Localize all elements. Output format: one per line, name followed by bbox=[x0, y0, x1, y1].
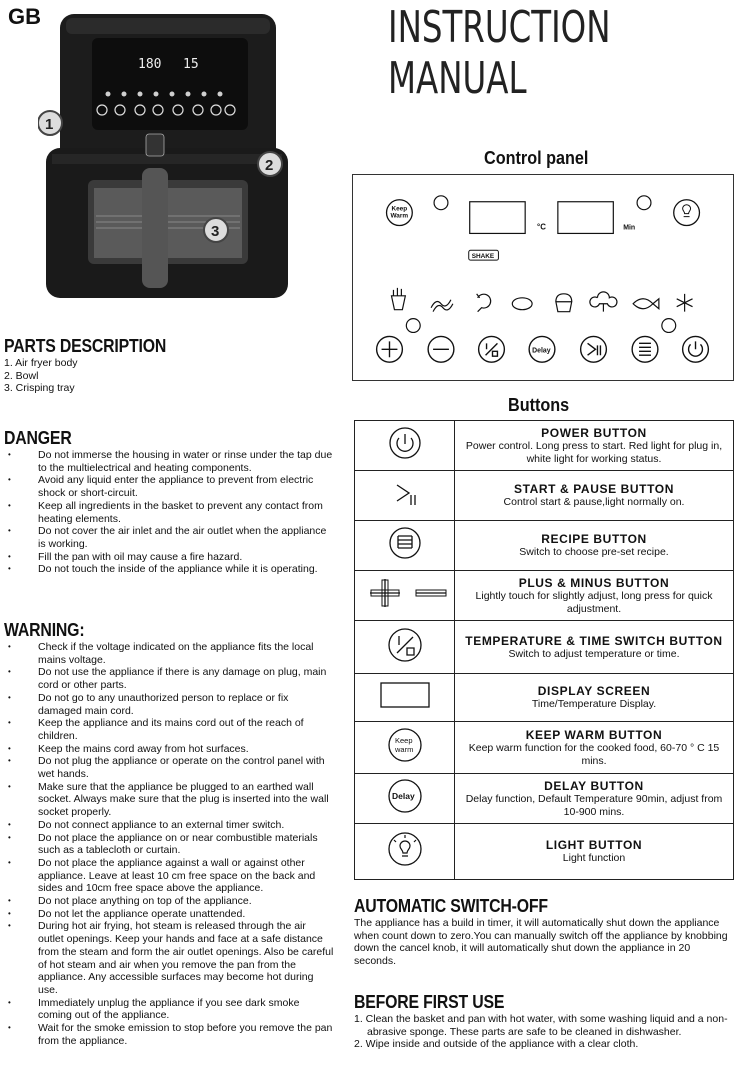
buttons-heading: Buttons bbox=[508, 395, 570, 415]
button-desc: Switch to choose pre-set recipe. bbox=[519, 546, 669, 559]
light-bulb-icon bbox=[674, 200, 700, 226]
keep-warm-icon bbox=[385, 725, 425, 765]
danger-item: • Do not cover the air inlet and the air outlet when the appliance is working. bbox=[4, 525, 334, 550]
danger-item: • Do not immerse the housing in water or rinse under the tap due to the multielectrical and heating components. bbox=[4, 449, 334, 474]
warning-item: • Keep the appliance and its mains cord out of the reach of children. bbox=[4, 717, 334, 742]
table-row bbox=[355, 824, 734, 880]
snowflake-icon bbox=[677, 294, 693, 312]
danger-heading: DANGER bbox=[4, 428, 72, 448]
warning-item: • Do not place the appliance against a wall or against other appliance. Leave at least 10 cm free space on the back and sides and 10cm free space above the appliance. bbox=[4, 857, 334, 895]
recipe-button-icon bbox=[632, 336, 658, 362]
first-use-heading: BEFORE FIRST USE bbox=[354, 992, 505, 1012]
button-title: PLUS & MINUS BUTTON bbox=[518, 576, 670, 590]
first-use-item: 2. Wipe inside and outside of the appliance with a clear cloth. bbox=[354, 1038, 639, 1051]
danger-section bbox=[4, 428, 334, 576]
table-row bbox=[355, 774, 734, 824]
callout-1 bbox=[38, 111, 62, 135]
plus-minus-icon bbox=[360, 573, 450, 613]
button-desc: Time/Temperature Display. bbox=[531, 698, 657, 711]
broccoli-icon bbox=[590, 292, 617, 312]
warning-item: • Do not go to any unauthorized person to replace or fix damaged main cord. bbox=[4, 692, 334, 717]
button-title: LIGHT BUTTON bbox=[545, 838, 643, 853]
button-desc: Keep warm function for the cooked food, 60-70 ° C 15 mins. bbox=[468, 742, 720, 767]
degree-unit: °C bbox=[537, 222, 546, 232]
warning-item: • Do not place the appliance on or near combustible materials such as a tablecloth or curtain. bbox=[4, 832, 334, 857]
temp-time-switch-icon bbox=[385, 625, 425, 665]
warning-item: • Do not place anything on top of the appliance. bbox=[4, 895, 334, 908]
svg-text:warm: warm bbox=[394, 745, 413, 754]
parts-heading: PARTS DESCRIPTION bbox=[4, 336, 167, 356]
parts-item: 1. Air fryer body bbox=[4, 357, 78, 369]
button-desc: Lightly touch for slightly adjust, long press for quick adjustment. bbox=[475, 590, 713, 615]
auto-switch-off-section bbox=[354, 896, 734, 967]
warning-item: • Check if the voltage indicated on the appliance fits the local mains voltage. bbox=[4, 641, 334, 666]
warning-item: • Wait for the smoke emission to stop before you remove the pan from the appliance. bbox=[4, 1022, 334, 1047]
indicator-light-icon bbox=[406, 319, 420, 333]
display-temp: 180 bbox=[138, 57, 162, 72]
button-desc: Control start & pause,light normally on. bbox=[503, 496, 685, 509]
control-panel-diagram bbox=[352, 174, 734, 381]
svg-text:Keep: Keep bbox=[394, 736, 413, 745]
button-desc: Light function bbox=[562, 852, 626, 865]
danger-item: • Avoid any liquid enter the appliance to prevent from electric shock or short-circuit. bbox=[4, 474, 334, 499]
display-screen-icon bbox=[377, 678, 433, 712]
warning-item: • Immediately unplug the appliance if you see dark smoke coming out of the appliance. bbox=[4, 997, 334, 1022]
button-title: DELAY BUTTON bbox=[544, 779, 644, 793]
first-use-item: 1. Clean the basket and pan with hot water, with some washing liquid and a non-abrasive sponge. These parts are safe to be cleaned in dishwasher. bbox=[354, 1013, 728, 1038]
svg-text:Warm: Warm bbox=[390, 212, 409, 220]
page-title: INSTRUCTION MANUAL bbox=[388, 2, 611, 104]
warning-item: • Do not let the appliance operate unattended. bbox=[4, 908, 334, 921]
table-row bbox=[355, 621, 734, 674]
danger-item: • Fill the pan with oil may cause a fire hazard. bbox=[4, 551, 334, 564]
button-desc: Switch to adjust temperature or time. bbox=[508, 647, 680, 660]
button-title: DISPLAY SCREEN bbox=[537, 684, 651, 699]
delay-icon bbox=[385, 776, 425, 816]
svg-text:Delay: Delay bbox=[391, 791, 415, 801]
button-title: START & PAUSE BUTTON bbox=[513, 482, 674, 497]
button-desc: Power control. Long press to start. Red light for plug in, white light for working status. bbox=[465, 440, 723, 465]
buttons-table bbox=[354, 420, 734, 880]
table-row bbox=[355, 674, 734, 722]
auto-off-heading: AUTOMATIC SWITCH-OFF bbox=[354, 896, 548, 916]
svg-text:2: 2 bbox=[265, 157, 274, 174]
warning-item: • Make sure that the appliance be plugged to an earthed wall socket. Always make sure that the plug is inserted into the wall socket properly. bbox=[4, 781, 334, 819]
indicator-light-icon bbox=[662, 319, 676, 333]
button-desc: Delay function, Default Temperature 90min, adjust from 10-900 mins. bbox=[465, 793, 723, 818]
indicator-light-icon bbox=[434, 196, 448, 210]
svg-text:Delay: Delay bbox=[532, 347, 551, 355]
warning-item: • Do not use the appliance if there is any damage on plug, main cord or other parts. bbox=[4, 666, 334, 691]
light-bulb-icon bbox=[385, 829, 425, 869]
start-pause-icon bbox=[581, 336, 607, 362]
warning-heading: WARNING: bbox=[4, 620, 85, 640]
parts-item: 3. Crisping tray bbox=[4, 382, 75, 395]
warning-item: • Do not connect appliance to an external timer switch. bbox=[4, 819, 334, 832]
warning-item: • Keep the mains cord away from hot surfaces. bbox=[4, 743, 334, 756]
svg-text:3: 3 bbox=[211, 223, 220, 240]
recipe-icon bbox=[385, 523, 425, 563]
svg-text:SHAKE: SHAKE bbox=[471, 253, 495, 261]
display-time: 15 bbox=[183, 57, 199, 72]
chicken-icon bbox=[477, 294, 491, 312]
warning-section bbox=[4, 620, 334, 1048]
button-title: KEEP WARM BUTTON bbox=[525, 728, 663, 742]
power-icon bbox=[385, 423, 425, 463]
button-title: POWER BUTTON bbox=[541, 426, 647, 440]
warning-item: • Do not plug the appliance or operate on the control panel with wet hands. bbox=[4, 755, 334, 780]
language-code: GB bbox=[8, 4, 41, 29]
table-row bbox=[355, 471, 734, 521]
control-panel-heading: Control panel bbox=[484, 148, 589, 168]
callout-2 bbox=[258, 152, 282, 176]
parts-description bbox=[4, 336, 334, 395]
fish-icon bbox=[633, 299, 659, 309]
indicator-light-icon bbox=[637, 196, 651, 210]
svg-text:1: 1 bbox=[45, 116, 54, 133]
before-first-use-section bbox=[354, 992, 734, 1051]
table-row bbox=[355, 722, 734, 774]
button-title: RECIPE BUTTON bbox=[541, 532, 647, 547]
table-row bbox=[355, 571, 734, 621]
svg-text:Keep: Keep bbox=[391, 205, 408, 213]
table-row bbox=[355, 421, 734, 471]
button-title: TEMPERATURE & TIME SWITCH BUTTON bbox=[465, 633, 723, 648]
warning-item: • During hot air frying, hot steam is released through the air outlet openings. Keep your hands and face at a safe distance from the steam and form the air outlet openings. Also be careful of hot steam and air when you remove the pan from the appliance. Any accessible surfaces may become hot during use. bbox=[4, 920, 334, 996]
air-fryer-illustration bbox=[38, 8, 288, 308]
start-pause-icon bbox=[385, 473, 425, 513]
steak-icon bbox=[512, 298, 532, 310]
temp-display-box bbox=[470, 202, 525, 234]
danger-item: • Do not touch the inside of the appliance while it is operating. bbox=[4, 563, 334, 576]
min-unit: Min bbox=[623, 224, 636, 232]
time-display-box bbox=[558, 202, 613, 234]
bacon-icon bbox=[431, 300, 453, 312]
table-row bbox=[355, 521, 734, 571]
fries-icon bbox=[391, 288, 405, 310]
muffin-icon bbox=[556, 294, 572, 312]
callout-3 bbox=[204, 218, 228, 242]
danger-item: • Keep all ingredients in the basket to prevent any contact from heating elements. bbox=[4, 500, 334, 525]
parts-item: 2. Bowl bbox=[4, 369, 39, 382]
auto-off-text: The appliance has a build in timer, it will automatically shut down the appliance when count down to zero.You can manually switch off the appliance by knobbing down the cancel knob, it will automatically shut down the appliance in 20 seconds. bbox=[354, 917, 728, 967]
